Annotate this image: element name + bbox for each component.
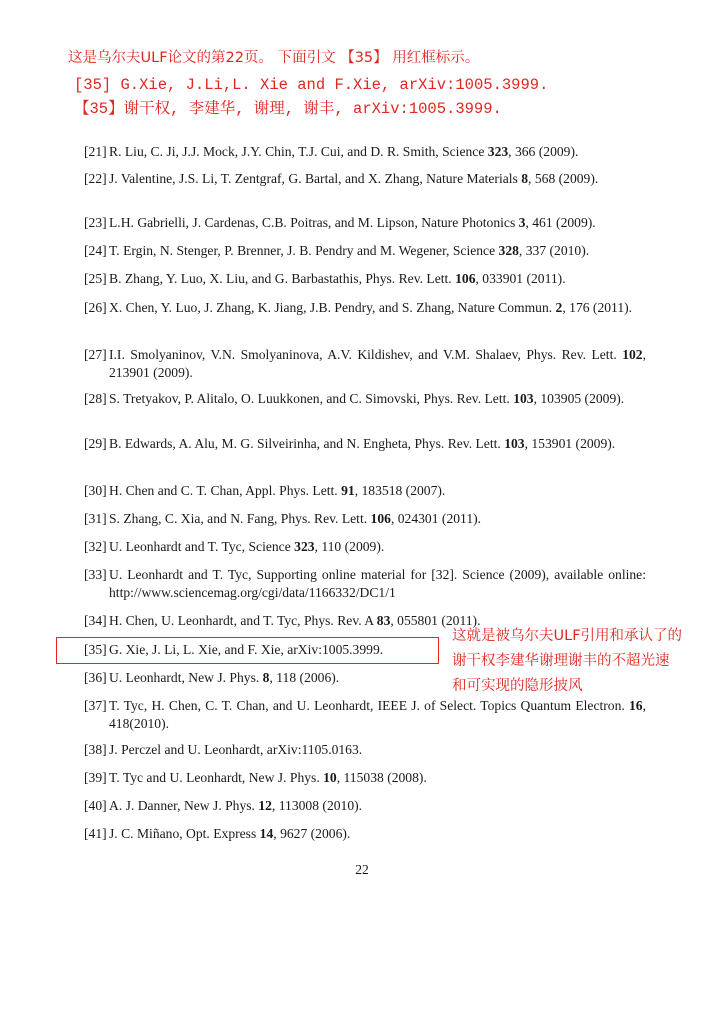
reference-number: [28] bbox=[84, 391, 107, 406]
reference-text bbox=[109, 769, 646, 787]
reference-text bbox=[109, 170, 646, 188]
reference-fragment: , 115038 (2008). bbox=[336, 770, 427, 785]
reference-volume: 102 bbox=[622, 347, 643, 362]
reference-volume: 323 bbox=[294, 539, 315, 554]
reference-volume: 323 bbox=[487, 144, 509, 159]
reference-fragment: S. Zhang, C. Xia, and N. Fang, Phys. Rev. Lett. bbox=[109, 511, 371, 526]
reference-text bbox=[109, 797, 646, 815]
reference-number: [38] bbox=[84, 742, 107, 757]
reference-fragment: , 103905 (2009). bbox=[533, 391, 625, 406]
reference-fragment: T. Ergin, N. Stenger, P. Brenner, J. B. Pendry and M. Wegener, Science bbox=[109, 243, 499, 258]
reference-number: [31] bbox=[84, 511, 107, 526]
reference-fragment: J. Perczel and U. Leonhardt, arXiv:1105.0163. bbox=[109, 742, 363, 757]
reference-volume: 91 bbox=[341, 483, 355, 498]
reference-item bbox=[84, 346, 646, 382]
reference-item bbox=[84, 538, 646, 556]
reference-fragment: T. Tyc and U. Leonhardt, New J. Phys. bbox=[109, 770, 324, 785]
reference-number: [33] bbox=[84, 567, 107, 582]
reference-fragment: , 110 (2009). bbox=[314, 539, 385, 554]
side-note-line: 和可实现的隐形披风 bbox=[452, 678, 583, 694]
reference-fragment: B. Edwards, A. Alu, M. G. Silveirinha, and N. Engheta, Phys. Rev. Lett. bbox=[109, 436, 505, 451]
reference-item bbox=[84, 143, 646, 161]
reference-number: [24] bbox=[84, 243, 107, 258]
reference-item bbox=[84, 741, 646, 759]
reference-text bbox=[109, 435, 646, 453]
reference-fragment: H. Chen and C. T. Chan, Appl. Phys. Lett. bbox=[109, 483, 342, 498]
reference-item bbox=[84, 390, 646, 408]
reference-fragment: , 024301 (2011). bbox=[390, 511, 482, 526]
reference-fragment: A. J. Danner, New J. Phys. bbox=[109, 798, 259, 813]
reference-number: [41] bbox=[84, 826, 107, 841]
reference-text bbox=[109, 697, 646, 733]
reference-volume: 103 bbox=[504, 436, 525, 451]
reference-number: [35] bbox=[84, 642, 107, 657]
reference-item bbox=[84, 697, 646, 733]
reference-fragment: L.H. Gabrielli, J. Cardenas, C.B. Poitras, and M. Lipson, Nature Photonics bbox=[109, 215, 519, 230]
reference-number: [39] bbox=[84, 770, 107, 785]
reference-fragment: , 9627 (2006). bbox=[273, 826, 351, 841]
reference-fragment: , 033901 (2011). bbox=[475, 271, 566, 286]
reference-fragment: , 118 (2006). bbox=[269, 670, 340, 685]
reference-fragment: U. Leonhardt and T. Tyc, Supporting online material for [32]. Science (2009), available online: http://www.sciencemag.org/cgi/data/1166332/DC1/1 bbox=[109, 567, 646, 600]
reference-fragment: X. Chen, Y. Luo, J. Zhang, K. Jiang, J.B. Pendry, and S. Zhang, Nature Commun. bbox=[109, 300, 556, 315]
reference-text bbox=[109, 390, 646, 408]
reference-number: [36] bbox=[84, 670, 107, 685]
reference-fragment: R. Liu, C. Ji, J.J. Mock, J.Y. Chin, T.J. Cui, and D. R. Smith, Science bbox=[109, 144, 488, 159]
reference-item bbox=[84, 170, 646, 188]
reference-fragment: , 418(2010). bbox=[109, 698, 646, 731]
reference-item bbox=[84, 797, 646, 815]
reference-fragment: G. Xie, J. Li, L. Xie, and F. Xie, arXiv:1005.3999. bbox=[109, 642, 384, 657]
reference-number: [26] bbox=[84, 300, 107, 315]
reference-volume: 328 bbox=[498, 243, 519, 258]
reference-fragment: J. Valentine, J.S. Li, T. Zentgraf, G. Bartal, and X. Zhang, Nature Materials bbox=[109, 171, 522, 186]
reference-text bbox=[109, 482, 646, 500]
reference-number: [27] bbox=[84, 347, 107, 362]
reference-volume: 103 bbox=[513, 391, 534, 406]
reference-volume: 10 bbox=[323, 770, 337, 785]
reference-number: [34] bbox=[84, 613, 107, 628]
reference-text bbox=[109, 143, 646, 161]
reference-fragment: , 366 (2009). bbox=[508, 144, 579, 159]
reference-item bbox=[84, 482, 646, 500]
reference-volume: 106 bbox=[370, 511, 391, 526]
reference-number: [40] bbox=[84, 798, 107, 813]
reference-number: [32] bbox=[84, 539, 107, 554]
reference-fragment: , 176 (2011). bbox=[562, 300, 633, 315]
reference-volume: 12 bbox=[258, 798, 272, 813]
reference-fragment: T. Tyc, H. Chen, C. T. Chan, and U. Leonhardt, IEEE J. of Select. Topics Quantum Electron. bbox=[109, 698, 629, 713]
reference-fragment: B. Zhang, Y. Luo, X. Liu, and G. Barbastathis, Phys. Rev. Lett. bbox=[109, 271, 456, 286]
reference-item bbox=[84, 299, 646, 317]
reference-fragment: H. Chen, U. Leonhardt, and T. Tyc, Phys. Rev. A bbox=[109, 613, 377, 628]
reference-number: [29] bbox=[84, 436, 107, 451]
reference-fragment: , 113008 (2010). bbox=[271, 798, 363, 813]
reference-volume: 8 bbox=[521, 171, 529, 186]
reference-volume: 83 bbox=[376, 613, 391, 628]
annotation-line-3: 【35】谢干权, 李建华, 谢理, 谢丰, arXiv:1005.3999. bbox=[74, 100, 502, 118]
reference-item bbox=[84, 270, 646, 288]
reference-item bbox=[84, 435, 646, 453]
reference-fragment: I.I. Smolyaninov, V.N. Smolyaninova, A.V. Kildishev, and V.M. Shalaev, Phys. Rev. Lett. bbox=[109, 347, 623, 362]
reference-number: [25] bbox=[84, 271, 107, 286]
red-highlight-box bbox=[56, 637, 439, 664]
reference-item bbox=[84, 242, 646, 260]
reference-number: [21] bbox=[84, 144, 107, 159]
reference-text bbox=[109, 825, 646, 843]
reference-fragment: , 183518 (2007). bbox=[354, 483, 446, 498]
reference-fragment: , 055801 (2011). bbox=[390, 613, 481, 628]
reference-item bbox=[84, 825, 646, 843]
reference-text bbox=[109, 538, 646, 556]
side-note-line: 谢干权李建华谢理谢丰的不超光速 bbox=[452, 653, 670, 669]
reference-volume: 8 bbox=[262, 670, 270, 685]
reference-fragment: , 153901 (2009). bbox=[524, 436, 616, 451]
reference-text bbox=[109, 242, 646, 260]
reference-text bbox=[109, 510, 646, 528]
reference-volume: 14 bbox=[259, 826, 274, 841]
reference-item bbox=[84, 510, 646, 528]
reference-fragment: J. C. Miñano, Opt. Express bbox=[109, 826, 260, 841]
reference-text bbox=[109, 270, 646, 288]
reference-fragment: , 337 (2010). bbox=[518, 243, 590, 258]
reference-text bbox=[109, 346, 646, 382]
reference-fragment: S. Tretyakov, P. Alitalo, O. Luukkonen, and C. Simovski, Phys. Rev. Lett. bbox=[109, 391, 514, 406]
reference-item bbox=[84, 214, 646, 232]
reference-number: [30] bbox=[84, 483, 107, 498]
reference-item bbox=[84, 566, 646, 602]
side-note-line: 这就是被乌尔夫ULF引用和承认了的 bbox=[452, 628, 683, 644]
reference-volume: 106 bbox=[455, 271, 476, 286]
reference-text bbox=[109, 741, 646, 759]
annotation-line-1: 这是乌尔夫ULF论文的第22页。 下面引文 【35】 用红框标示。 bbox=[68, 50, 480, 66]
page-number: 22 bbox=[355, 862, 369, 877]
reference-fragment: U. Leonhardt, New J. Phys. bbox=[109, 670, 263, 685]
reference-fragment: , 568 (2009). bbox=[528, 171, 599, 186]
reference-volume: 3 bbox=[518, 215, 526, 230]
annotation-line-2: [35] G.Xie, J.Li,L. Xie and F.Xie, arXiv:1005.3999. bbox=[74, 76, 549, 94]
reference-fragment: U. Leonhardt and T. Tyc, Science bbox=[109, 539, 295, 554]
reference-item bbox=[84, 769, 646, 787]
reference-text bbox=[109, 214, 646, 232]
reference-volume: 2 bbox=[555, 300, 563, 315]
annotation-side-note bbox=[452, 624, 682, 699]
reference-fragment: , 461 (2009). bbox=[525, 215, 596, 230]
reference-volume: 16 bbox=[629, 698, 643, 713]
reference-number: [37] bbox=[84, 698, 107, 713]
reference-number: [23] bbox=[84, 215, 107, 230]
reference-text bbox=[109, 299, 646, 317]
reference-fragment: , 213901 (2009). bbox=[109, 347, 646, 380]
reference-text bbox=[109, 566, 646, 602]
reference-number: [22] bbox=[84, 171, 107, 186]
